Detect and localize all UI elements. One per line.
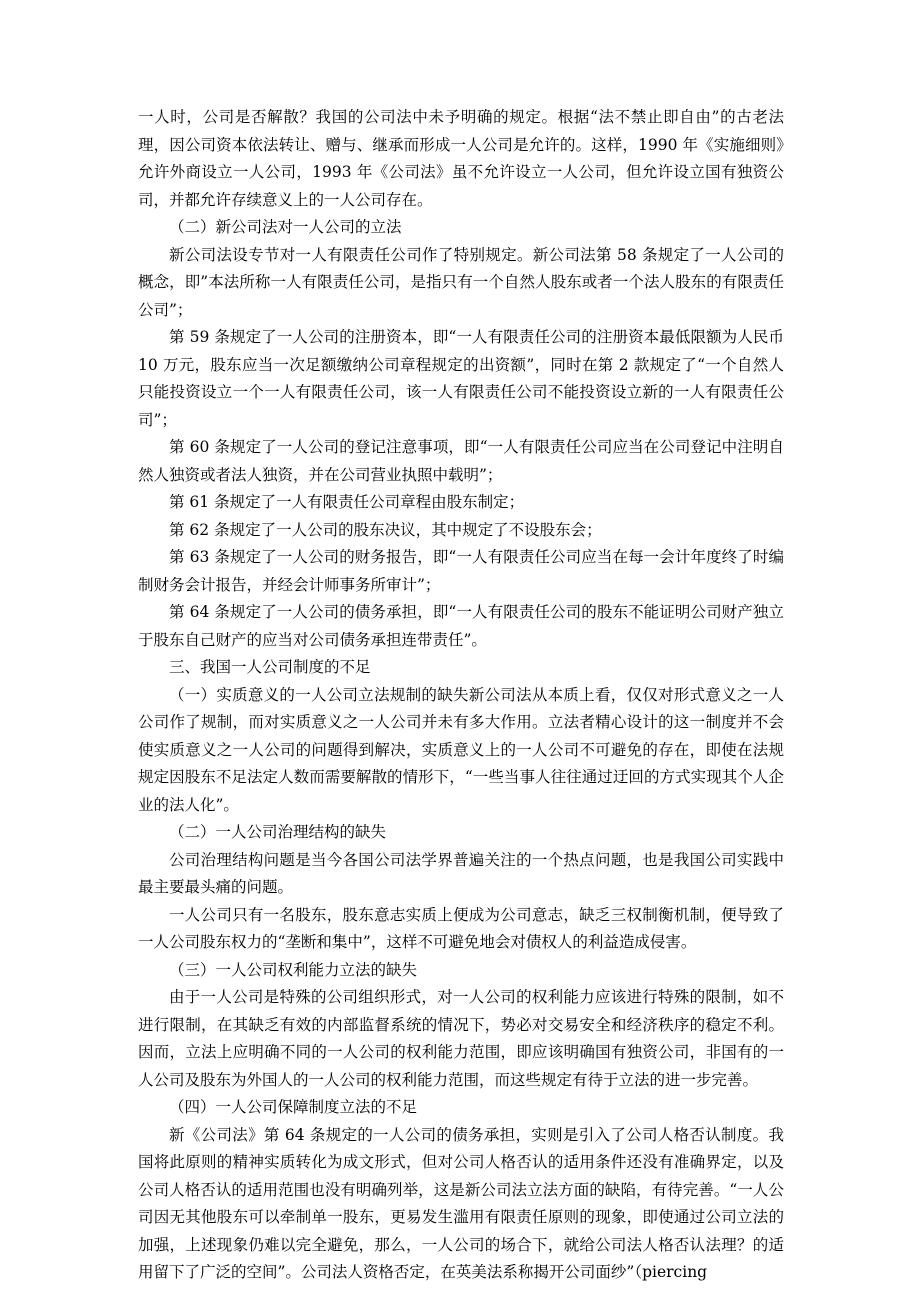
heading-legal-capacity: （三）一人公司权利能力立法的缺失 <box>169 960 418 979</box>
paragraph-substantive-regulation: （一）实质意义的一人公司立法规制的缺失新公司法从本质上看，仅仅对形式意义之一人公司作了规制，而对实质意义之一人公司并未有多大作用。立法者精心设计的这一制度并不会使实质意义之一人公司的问题得到解决，实质意义上的一人公司不可避免的存在，即使在法规规定因股东不足法定人数而需要解散的情形下，“一些当事人往往通过迂回的方式实现其个人企业的法人化”。 <box>138 685 784 814</box>
paragraph-governance-issue: 公司治理结构问题是当今各国公司法学界普遍关注的一个热点问题，也是我国公司实践中最主要最头痛的问题。 <box>138 850 784 896</box>
paragraph-article-60: 第 60 条规定了一人公司的登记注意事项，即“一人有限责任公司应当在公司登记中注明自然人独资或者法人独资，并在公司营业执照中载明”； <box>138 438 784 484</box>
paragraph-article-58: 新公司法设专节对一人有限责任公司作了特别规定。新公司法第 58 条规定了一人公司的概念，即”本法所称一人有限责任公司，是指只有一个自然人股东或者一个法人股东的有限责任公司”； <box>138 245 784 319</box>
paragraph-article-63: 第 63 条规定了一人公司的财务报告，即“一人有限责任公司应当在每一会计年度终了时编制财务会计报告，并经会计师事务所审计”； <box>138 548 784 594</box>
heading-governance-structure: （二）一人公司治理结构的缺失 <box>169 823 387 841</box>
document-page <box>138 104 784 1287</box>
paragraph-legal-capacity: 由于一人公司是特殊的公司组织形式，对一人公司的权利能力应该进行特殊的限制，如不进行限制，在其缺乏有效的内部监督系统的情况下，势必对交易安全和经济秩序的稳定不利。因而，立法上应明确不同的一人公司的权利能力范围，即应该明确国有独资公司，非国有的一人公司及股东为外国人的一人公司的权利能力范围，而这些规定有待于立法的进一步完善。 <box>138 988 784 1089</box>
paragraph-single-shareholder: 一人公司只有一名股东，股东意志实质上便成为公司意志，缺乏三权制衡机制，便导致了一人公司股东权力的“垄断和集中”，这样不可避免地会对债权人的利益造成侵害。 <box>138 905 784 951</box>
paragraph-article-64: 第 64 条规定了一人公司的债务承担，即“一人有限责任公司的股东不能证明公司财产独立于股东自己财产的应当对公司债务承担连带责任”。 <box>138 603 784 649</box>
paragraph-article-59: 第 59 条规定了一人公司的注册资本，即“一人有限责任公司的注册资本最低限额为人民币 10 万元，股东应当一次足额缴纳公司章程规定的出资额”，同时在第 2 款规定了“一个自然人只能投资设立一个一人有限责任公司，该一人有限责任公司不能投资设立新的一人有限责任公司”； <box>138 328 784 429</box>
paragraph-article-61: 第 61 条规定了一人有限责任公司章程由股东制定； <box>169 493 525 511</box>
heading-section-three: 三、我国一人公司制度的不足 <box>169 658 371 676</box>
heading-safeguard-system: （四）一人公司保障制度立法的不足 <box>169 1098 418 1116</box>
paragraph-veil-piercing: 新《公司法》第 64 条规定的一人公司的债务承担，实则是引入了公司人格否认制度。我国将此原则的精神实质转化为成文形式，但对公司人格否认的适用条件还没有准确界定，以及公司人格否认的适用范围也没有明确列举，这是新公司法立法方面的缺陷，有待完善。“一人公司因无其他股东可以牵制单一股东，更易发生滥用有限责任原则的现象，即使通过公司立法的加强，上述现象仍难以完全避免，那么，一人公司的场合下，就给公司法人格否认法理？的适用留下了广泛的空间”。公司法人资格否定，在英美法系称揭开公司面纱”（piercing <box>138 1125 784 1281</box>
heading-new-company-law: （二）新公司法对一人公司的立法 <box>169 218 402 236</box>
paragraph-article-62: 第 62 条规定了一人公司的股东决议，其中规定了不设股东会； <box>169 520 602 539</box>
paragraph-dissolution-question: 一人时，公司是否解散？我国的公司法中未予明确的规定。根据“法不禁止即自由”的古老法理，因公司资本依法转让、赠与、继承而形成一人公司是允许的。这样，1990 年《实施细则》允许外商设立一人公司，1993 年《公司法》虽不允许设立一人公司，但允许设立国有独资公司，并都允许存续意义上的一人公司存在。 <box>138 108 784 209</box>
